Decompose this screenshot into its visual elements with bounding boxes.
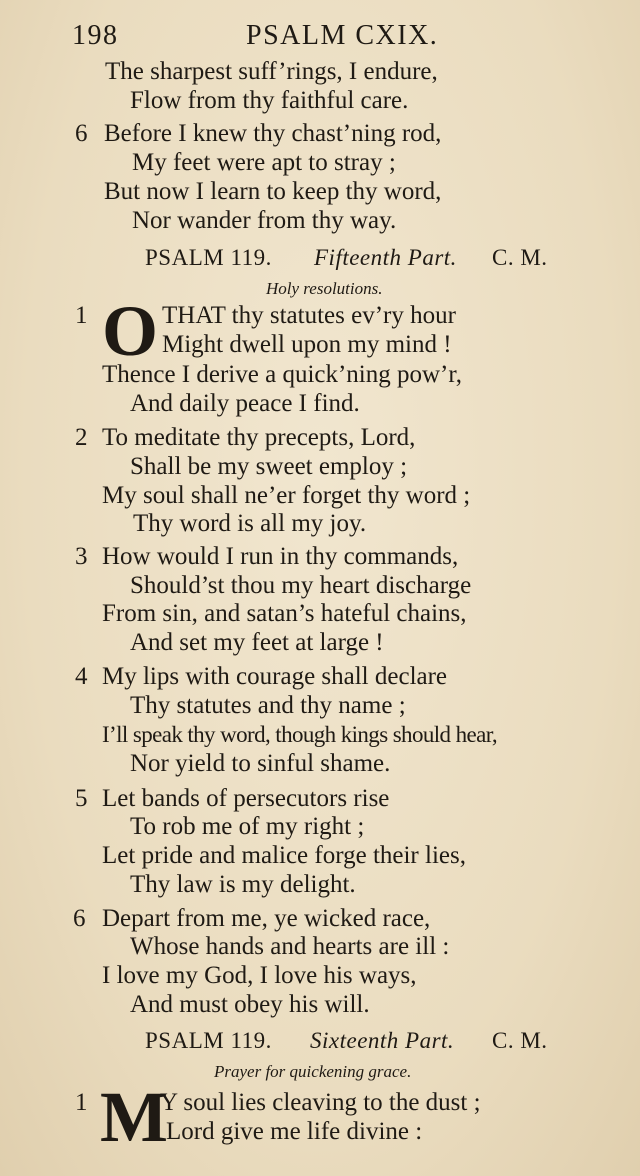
- verse-line: From sin, and satan’s hateful chains,: [102, 600, 467, 627]
- verse-line: My feet were apt to stray ;: [132, 149, 396, 176]
- section-meter: C. M.: [492, 245, 548, 270]
- verse-line: Thy statutes and thy name ;: [130, 692, 406, 719]
- verse-line: THAT thy statutes ev’ry hour: [162, 302, 456, 329]
- verse-line: Thy word is all my joy.: [133, 510, 367, 537]
- verse-line: I’ll speak thy word, though kings should hear,: [102, 722, 498, 747]
- verse-line: Nor wander from thy way.: [132, 207, 397, 234]
- section-meter: C. M.: [492, 1028, 548, 1053]
- verse-line: Might dwell upon my mind !: [162, 331, 452, 358]
- verse-line: Y soul lies cleaving to the dust ;: [160, 1089, 481, 1116]
- section-psalm: PSALM 119.: [145, 245, 272, 270]
- verse-line: Nor yield to sinful shame.: [130, 750, 391, 777]
- section-part: Sixteenth Part.: [310, 1028, 455, 1053]
- verse-line: The sharpest suff’rings, I endure,: [105, 58, 438, 85]
- drop-cap: O: [102, 291, 159, 371]
- verse-line: And must obey his will.: [130, 991, 370, 1018]
- section-part: Fifteenth Part.: [314, 245, 457, 270]
- stanza-number: 1: [75, 302, 88, 329]
- stanza-number: 1: [75, 1089, 88, 1116]
- section-subtitle: Holy resolutions.: [266, 279, 383, 298]
- verse-line: Should’st thou my heart discharge: [130, 572, 472, 599]
- verse-line: Let bands of persecutors rise: [102, 785, 390, 812]
- verse-line: Whose hands and hearts are ill :: [130, 933, 450, 960]
- verse-line: Thy law is my delight.: [130, 871, 356, 898]
- verse-line: Shall be my sweet employ ;: [130, 453, 408, 480]
- verse-line: Lord give me life divine :: [166, 1118, 423, 1145]
- verse-line: Depart from me, ye wicked race,: [102, 905, 431, 932]
- stanza-number: 3: [75, 543, 88, 570]
- page-number: 198: [72, 20, 119, 51]
- stanza-number: 6: [75, 120, 88, 147]
- verse-line: And set my feet at large !: [130, 629, 384, 656]
- verse-line: To meditate thy precepts, Lord,: [102, 424, 416, 451]
- drop-cap: M: [100, 1077, 168, 1157]
- verse-line: Before I knew thy chast’ning rod,: [104, 120, 442, 147]
- running-title: PSALM CXIX.: [246, 20, 439, 51]
- verse-line: But now I learn to keep thy word,: [104, 178, 442, 205]
- verse-line: And daily peace I find.: [130, 390, 360, 417]
- stanza-number: 5: [75, 785, 88, 812]
- stanza-number: 6: [73, 905, 86, 932]
- verse-line: I love my God, I love his ways,: [102, 962, 417, 989]
- verse-line: How would I run in thy commands,: [102, 543, 459, 570]
- verse-line: My soul shall ne’er forget thy word ;: [102, 482, 471, 509]
- verse-line: My lips with courage shall declare: [102, 663, 448, 690]
- verse-line: To rob me of my right ;: [130, 813, 365, 840]
- verse-line: Thence I derive a quick’ning pow’r,: [102, 361, 462, 388]
- stanza-number: 2: [75, 424, 88, 451]
- verse-line: Let pride and malice forge their lies,: [102, 842, 466, 869]
- section-psalm: PSALM 119.: [145, 1028, 272, 1053]
- stanza-number: 4: [75, 663, 88, 690]
- verse-line: Flow from thy faithful care.: [130, 87, 409, 114]
- section-subtitle: Prayer for quickening grace.: [214, 1062, 412, 1081]
